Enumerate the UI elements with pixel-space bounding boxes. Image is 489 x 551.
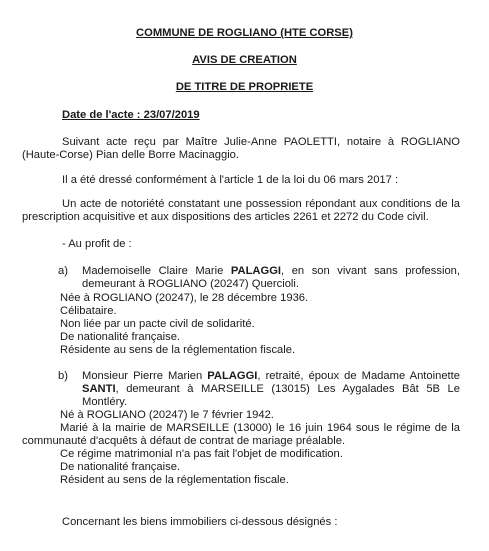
detail-line: Non liée par un pacte civil de solidarité.: [60, 318, 255, 330]
beneficiary-b-marriage: Marié à la mairie de MARSEILLE (13000) le 16 juin 1964 sous le régime de la communauté d'acquêts à défaut de contrat de mariage préalable.: [22, 422, 460, 447]
notoriety-paragraph: Un acte de notoriété constatant une possession répondant aux conditions de la prescription acquisitive et aux dispositions des articles 2261 et 2272 du Code civil.: [22, 198, 460, 223]
detail-line: Résident au sens de la réglementation fiscale.: [60, 474, 289, 486]
intro-paragraph: Suivant acte reçu par Maître Julie-Anne PAOLETTI, notaire à ROGLIANO (Haute-Corse) Pian delle Borre Macinaggio.: [22, 136, 460, 161]
commune-heading: COMMUNE DE ROGLIANO (HTE CORSE): [136, 27, 353, 39]
detail-line: De nationalité française.: [60, 461, 181, 473]
spouse-surname: SANTI: [82, 383, 116, 395]
beneficiary-b-surname: PALAGGI: [207, 370, 258, 382]
item-letter-b: b): [58, 370, 68, 382]
beneficiary-label: - Au profit de :: [62, 238, 132, 250]
legal-basis-line: Il a été dressé conformément à l'article 1 de la loi du 06 mars 2017 :: [62, 174, 399, 186]
beneficiary-a-identity: Mademoiselle Claire Marie PALAGGI, en son vivant sans profession, demeurant à ROGLIANO (20247) Quercioli.: [82, 265, 460, 290]
beneficiary-b: [60, 370, 460, 409]
beneficiary-a: [60, 265, 460, 291]
detail-line: Célibataire.: [60, 305, 117, 317]
beneficiary-a-surname: PALAGGI: [230, 265, 282, 277]
beneficiary-b-born: Né à ROGLIANO (20247) le 7 février 1942.: [60, 409, 274, 421]
detail-line: Ce régime matrimonial n'a pas fait l'objet de modification.: [60, 448, 343, 460]
beneficiary-a-details: [60, 292, 308, 357]
date-of-act: Date de l'acte : 23/07/2019: [62, 109, 200, 121]
detail-line: De nationalité française.: [60, 331, 181, 343]
detail-line: Résidente au sens de la réglementation fiscale.: [60, 344, 296, 356]
detail-line: Née à ROGLIANO (20247), le 28 décembre 1936.: [60, 292, 309, 304]
item-letter-a: a): [58, 265, 68, 277]
beneficiary-b-details: [60, 448, 343, 487]
closing-line: Concernant les biens immobiliers ci-dessous désignés :: [62, 516, 338, 528]
beneficiary-b-identity: Monsieur Pierre Marien PALAGGI, retraité, époux de Madame Antoinette SANTI, demeurant à MARSEILLE (13015) Les Aygalades Bât 5B Le Montléry.: [82, 370, 460, 408]
titre-heading: DE TITRE DE PROPRIETE: [175, 81, 314, 93]
avis-heading: AVIS DE CREATION: [192, 54, 297, 66]
